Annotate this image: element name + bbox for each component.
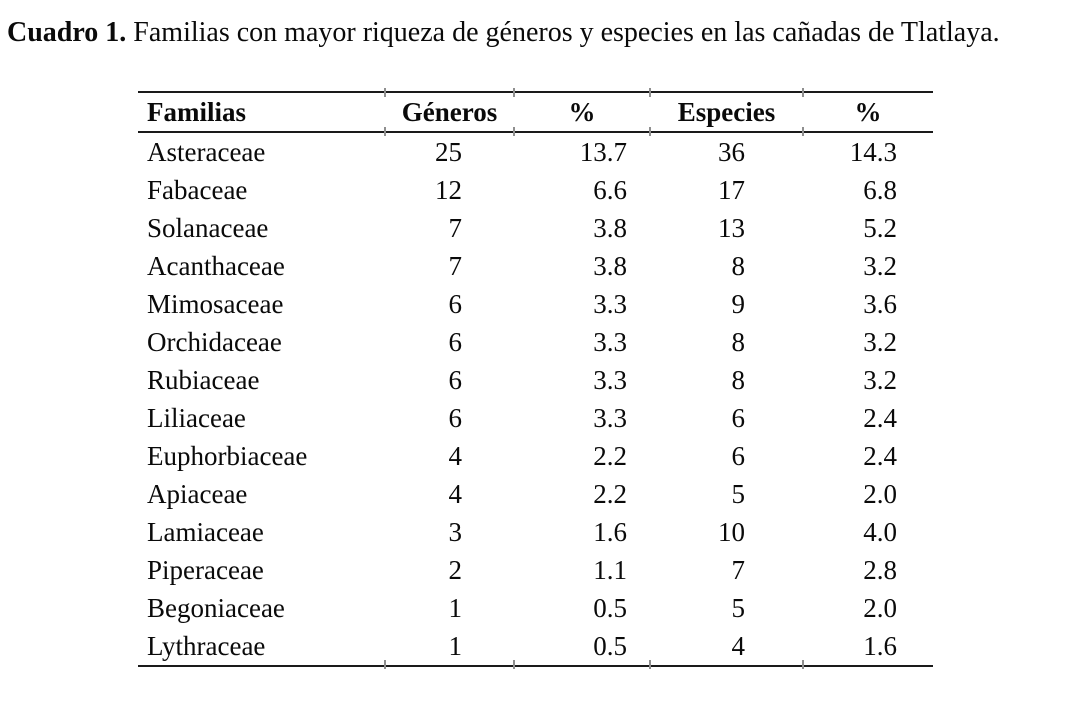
species-count-cell: 36 [718,136,745,167]
genera-percent-cell: 2.2 [593,478,627,509]
table-row [138,171,933,209]
genera-count-cell: 6 [448,402,462,433]
species-percent-cell: 3.6 [863,288,897,319]
rule-tick [513,127,515,136]
species-count-cell: 6 [731,402,745,433]
species-percent-cell: 6.8 [863,174,897,205]
genera-percent-cell: 3.3 [593,364,627,395]
table-row [138,132,933,171]
family-name-cell: Begoniaceae [147,592,285,623]
column-header-especies: Especies [650,92,803,132]
genera-percent-cell: 13.7 [579,136,627,167]
species-count-cell: 10 [718,516,745,547]
species-count-cell: 13 [718,212,745,243]
table-row [138,475,933,513]
species-count-cell: 8 [731,364,745,395]
genera-count-cell: 12 [435,174,462,205]
family-name-cell: Lamiaceae [147,516,264,547]
genera-percent-cell: 1.1 [593,554,627,585]
species-count-cell: 5 [731,478,745,509]
genera-count-cell: 1 [385,627,514,666]
species-count-cell: 7 [731,554,745,585]
rule-tick [384,660,386,669]
genera-count-cell: 25 [435,136,462,167]
genera-percent-cell: 0.5 [514,627,650,666]
table-row [138,627,933,666]
table-caption-text: Familias con mayor riqueza de géneros y especies en las cañadas de Tlatlaya. [126,17,1000,48]
genera-percent-cell: 6.6 [593,174,627,205]
species-percent-cell: 3.2 [863,326,897,357]
species-percent-cell: 3.2 [863,364,897,395]
genera-percent-cell: 3.8 [593,250,627,281]
genera-count-cell: 3 [448,516,462,547]
genera-count-cell: 7 [448,212,462,243]
species-count-cell: 6 [731,440,745,471]
species-percent-cell: 2.0 [863,592,897,623]
genera-percent-cell: 0.5 [593,592,627,623]
species-percent-cell: 2.8 [863,554,897,585]
species-count-cell: 8 [731,326,745,357]
family-name-cell: Acanthaceae [147,250,285,281]
table-row [138,361,933,399]
column-header-generos-percent: % [514,92,650,132]
families-richness-table [138,91,933,667]
family-name-cell: Solanaceae [147,212,269,243]
rule-tick [649,127,651,136]
table-row [138,437,933,475]
rule-tick [513,660,515,669]
species-percent-cell: 4.0 [863,516,897,547]
table-row [138,209,933,247]
table-header [138,92,933,132]
genera-percent-cell: 3.8 [593,212,627,243]
species-percent-cell: 5.2 [863,212,897,243]
genera-count-cell: 6 [448,326,462,357]
rule-tick [513,88,515,97]
family-name-cell: Rubiaceae [147,364,260,395]
column-header-familias: Familias [138,92,385,132]
table-row [138,247,933,285]
column-header-generos: Géneros [385,92,514,132]
family-name-cell: Mimosaceae [147,288,284,319]
rule-tick [384,127,386,136]
table-body [138,132,933,666]
species-percent-cell: 3.2 [863,250,897,281]
genera-count-cell: 7 [448,250,462,281]
genera-count-cell: 4 [448,478,462,509]
genera-percent-cell: 1.6 [593,516,627,547]
genera-percent-cell: 3.3 [593,288,627,319]
genera-count-cell: 6 [448,288,462,319]
families-table [138,91,933,667]
species-percent-cell: 14.3 [849,136,897,167]
family-name-cell: Liliaceae [147,402,246,433]
family-name-cell: Euphorbiaceae [147,440,308,471]
genera-percent-cell: 3.3 [593,326,627,357]
column-header-especies-percent: % [803,92,933,132]
rule-tick [649,88,651,97]
table-row [138,513,933,551]
family-name-cell: Apiaceae [147,478,248,509]
species-count-cell: 5 [731,592,745,623]
genera-count-cell: 1 [448,592,462,623]
genera-percent-cell: 2.2 [593,440,627,471]
rule-tick [802,127,804,136]
rule-tick [649,660,651,669]
family-name-cell: Orchidaceae [147,326,282,357]
species-percent-cell: 2.0 [863,478,897,509]
table-row [138,589,933,627]
species-count-cell: 17 [718,174,745,205]
table-row [138,551,933,589]
table-row [138,399,933,437]
genera-count-cell: 2 [448,554,462,585]
table-caption [7,16,1065,50]
table-row [138,323,933,361]
species-percent-cell: 2.4 [863,440,897,471]
species-percent-cell: 2.4 [863,402,897,433]
table-caption-label: Cuadro 1. [7,17,127,48]
genera-percent-cell: 3.3 [593,402,627,433]
species-count-cell: 8 [731,250,745,281]
rule-tick [802,660,804,669]
header-row [138,92,933,132]
rule-tick [384,88,386,97]
table-row [138,285,933,323]
family-name-cell: Asteraceae [147,136,266,167]
species-count-cell: 4 [650,627,803,666]
family-name-cell: Piperaceae [147,554,264,585]
family-name-cell: Fabaceae [147,174,248,205]
genera-count-cell: 4 [448,440,462,471]
species-count-cell: 9 [731,288,745,319]
species-percent-cell: 1.6 [803,627,933,666]
genera-count-cell: 6 [448,364,462,395]
family-name-cell: Lythraceae [138,627,385,666]
rule-tick [802,88,804,97]
